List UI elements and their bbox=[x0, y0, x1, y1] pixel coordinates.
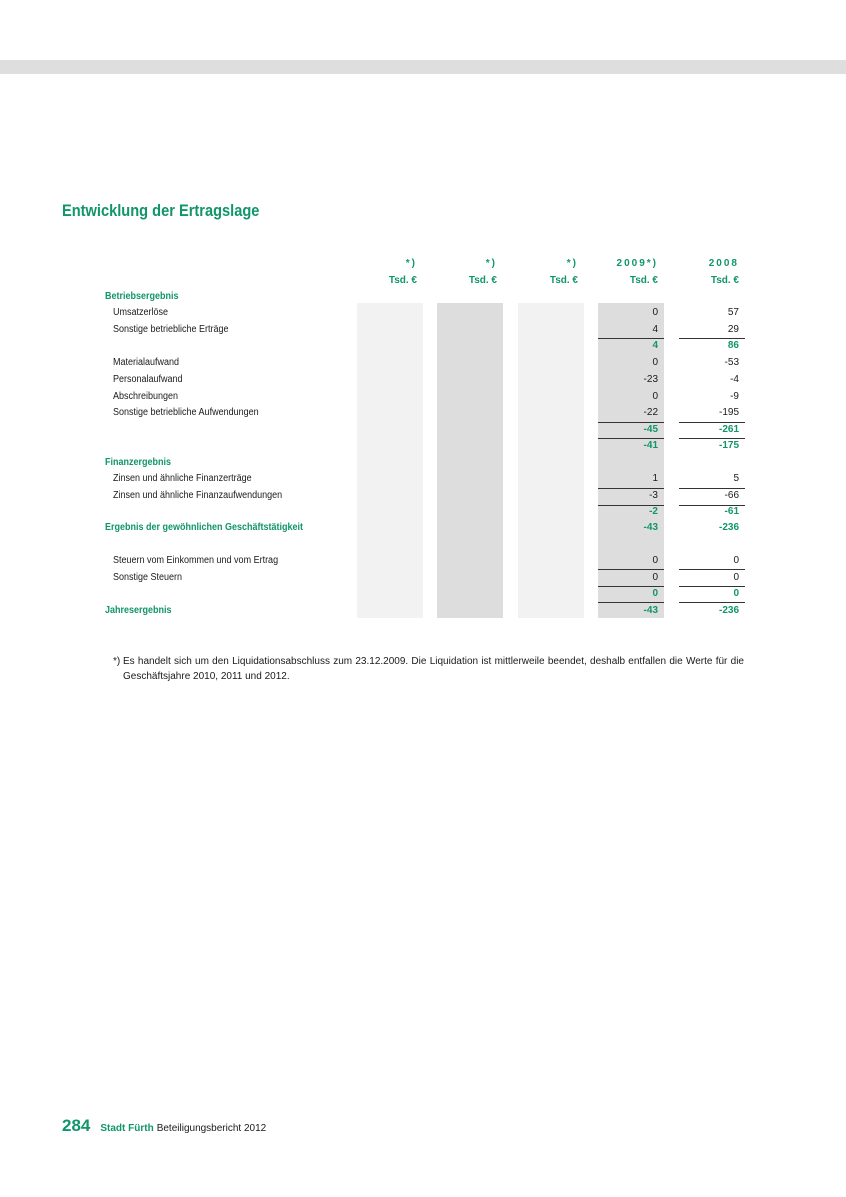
value-2008: 57 bbox=[727, 307, 739, 318]
footnote bbox=[113, 654, 744, 684]
footnote-mark: *) bbox=[113, 656, 121, 667]
table-row bbox=[0, 472, 846, 488]
top-bar bbox=[0, 60, 846, 74]
value-2008: 0 bbox=[733, 572, 739, 583]
value-2008: -195 bbox=[718, 407, 739, 418]
value-2008: 29 bbox=[727, 324, 739, 335]
underline bbox=[679, 569, 745, 570]
table-row bbox=[0, 505, 846, 521]
value-2009: 0 bbox=[652, 588, 658, 599]
value-2009: 4 bbox=[652, 340, 658, 351]
footnote-text: Es handelt sich um den Liquidationsabschluss zum 23.12.2009. Die Liquidation ist mittlerweile beendet, deshalb entfallen die Werte für die Geschäftsjahre 2010, 2011 und 2012. bbox=[123, 656, 744, 682]
value-2008: 0 bbox=[733, 555, 739, 566]
table-row bbox=[0, 339, 846, 355]
row-label: Zinsen und ähnliche Finanzerträge bbox=[113, 473, 252, 484]
column-header: *) bbox=[485, 258, 497, 269]
value-2008: -261 bbox=[718, 424, 739, 435]
value-2009: -22 bbox=[643, 407, 658, 418]
table-row bbox=[0, 323, 846, 339]
row-label: Ergebnis der gewöhnlichen Geschäftstätigkeit bbox=[105, 522, 304, 533]
table-row bbox=[0, 521, 846, 537]
column-header: 2009*) bbox=[616, 258, 658, 269]
row-label: Finanzergebnis bbox=[105, 457, 172, 468]
value-2009: -43 bbox=[643, 605, 658, 616]
table-row bbox=[0, 306, 846, 322]
value-2009: -2 bbox=[649, 506, 658, 517]
column-unit: Tsd. € bbox=[468, 275, 497, 286]
value-2008: -236 bbox=[718, 605, 739, 616]
value-2009: 1 bbox=[652, 473, 658, 484]
page-title: Entwicklung der Ertragslage bbox=[62, 201, 260, 220]
value-2009: 0 bbox=[652, 391, 658, 402]
value-2008: -61 bbox=[724, 506, 739, 517]
value-2009: 4 bbox=[652, 324, 658, 335]
value-2009: 0 bbox=[652, 357, 658, 368]
page-number: 284 bbox=[62, 1116, 91, 1135]
value-2008: -9 bbox=[730, 391, 739, 402]
value-2009: -3 bbox=[649, 490, 658, 501]
value-2009: -41 bbox=[643, 440, 658, 451]
row-label: Jahresergebnis bbox=[105, 605, 172, 616]
row-label: Abschreibungen bbox=[113, 391, 179, 402]
underline bbox=[679, 602, 745, 603]
table-row bbox=[0, 604, 846, 620]
table-row bbox=[0, 587, 846, 603]
row-label: Zinsen und ähnliche Finanzaufwendungen bbox=[113, 490, 283, 501]
underline bbox=[598, 602, 664, 603]
value-2008: -175 bbox=[718, 440, 739, 451]
table-row bbox=[0, 439, 846, 455]
value-2009: -45 bbox=[643, 424, 658, 435]
table-row bbox=[0, 423, 846, 439]
value-2008: 86 bbox=[727, 340, 739, 351]
row-label: Personalaufwand bbox=[113, 374, 183, 385]
value-2008: -236 bbox=[718, 522, 739, 533]
page-footer bbox=[62, 1116, 266, 1136]
value-2009: 0 bbox=[652, 572, 658, 583]
column-header: *) bbox=[405, 258, 417, 269]
column-unit: Tsd. € bbox=[549, 275, 578, 286]
column-unit: Tsd. € bbox=[710, 275, 739, 286]
column-header: 2008 bbox=[708, 258, 739, 269]
column-unit: Tsd. € bbox=[388, 275, 417, 286]
row-label: Materialaufwand bbox=[113, 357, 180, 368]
footer-report: Beteiligungsbericht 2012 bbox=[156, 1123, 267, 1134]
row-label: Umsatzerlöse bbox=[113, 307, 169, 318]
table-row bbox=[0, 571, 846, 587]
table-row bbox=[0, 373, 846, 389]
table-row bbox=[0, 456, 846, 472]
underline bbox=[598, 569, 664, 570]
table-row bbox=[0, 489, 846, 505]
value-2008: -4 bbox=[730, 374, 739, 385]
column-header: *) bbox=[566, 258, 578, 269]
value-2008: 5 bbox=[733, 473, 739, 484]
table-row bbox=[0, 554, 846, 570]
value-2009: -23 bbox=[643, 374, 658, 385]
value-2009: 0 bbox=[652, 307, 658, 318]
value-2009: 0 bbox=[652, 555, 658, 566]
table-row bbox=[0, 356, 846, 372]
table-row bbox=[0, 290, 846, 306]
column-unit: Tsd. € bbox=[629, 275, 658, 286]
footer-city: Stadt Fürth bbox=[100, 1123, 154, 1134]
value-2008: -66 bbox=[724, 490, 739, 501]
row-label: Sonstige betriebliche Erträge bbox=[113, 324, 229, 335]
value-2009: -43 bbox=[643, 522, 658, 533]
value-2008: -53 bbox=[724, 357, 739, 368]
row-label: Sonstige Steuern bbox=[113, 572, 183, 583]
value-2008: 0 bbox=[733, 588, 739, 599]
row-label: Sonstige betriebliche Aufwendungen bbox=[113, 407, 259, 418]
table-row bbox=[0, 406, 846, 422]
table-row bbox=[0, 390, 846, 406]
row-label: Betriebsergebnis bbox=[105, 291, 179, 302]
row-label: Steuern vom Einkommen und vom Ertrag bbox=[113, 555, 279, 566]
